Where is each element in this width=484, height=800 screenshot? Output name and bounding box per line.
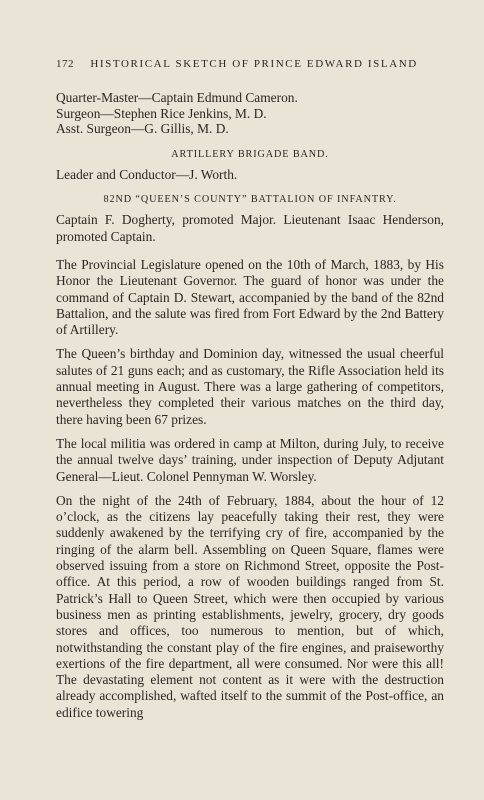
battalion-promotions: Captain F. Dogherty, promoted Major. Lieutenant Isaac Henderson, promoted Captain. — [56, 212, 444, 244]
battalion-heading: 82ND “QUEEN’S COUNTY” BATTALION OF INFANTRY. — [103, 194, 397, 206]
staff-line-quartermaster: Quarter-Master—Captain Edmund Cameron. — [56, 90, 298, 105]
paragraph-militia-camp: The local militia was ordered in camp at Milton, during July, to receive the annual twelve days’ training, under inspection of Deputy Adjutant General—Lieut. Colonel Pennyman W. Worsley. — [56, 435, 444, 484]
running-head — [56, 58, 444, 70]
paragraph-fire: On the night of the 24th of February, 1884, about the hour of 12 o’clock, as the citizens lay peacefully taking their rest, they were suddenly awakened by the terrifying cry of fire, accompanied by the ringing of the alarm bell. Assembling on Queen Square, flames were observed issuing from a store on Richmond Street, opposite the Post-office. At this period, a row of wooden buildings ranged from St. Patrick’s Hall to Queen Street, which were then occupied by various business men as printing establishments, jewelry, grocery, dry goods stores and offices, too numerous to mention, but of which, notwithstanding the constant play of the fire engines, and praiseworthy exertions of the fire department, all were consumed. Nor were this all! The devastating element not content as it were with the destruction already accomplished, wafted itself to the summit of the Post-office, an edifice towering — [56, 492, 444, 720]
running-title: HISTORICAL SKETCH OF PRINCE EDWARD ISLAND — [90, 58, 418, 70]
staff-list — [56, 90, 444, 137]
band-leader: Leader and Conductor—J. Worth. — [56, 166, 238, 182]
page-number: 172 — [56, 58, 74, 70]
paragraph-queens-birthday: The Queen’s birthday and Dominion day, witnessed the usual cheerful salutes of 21 guns each; and as customary, the Rifle Association held its annual meeting in August. There was a large gathering of competitors, nevertheless they completed their various matches on the third day, there having been 67 prizes. — [56, 346, 444, 427]
staff-line-surgeon: Surgeon—Stephen Rice Jenkins, M. D. — [56, 105, 267, 121]
staff-line-asst-surgeon: Asst. Surgeon—G. Gillis, M. D. — [56, 121, 229, 137]
band-heading: ARTILLERY BRIGADE BAND. — [171, 148, 329, 160]
paragraph-legislature: The Provincial Legislature opened on the 10th of March, 1883, by His Honor the Lieutenant Governor. The guard of honor was under the command of Captain D. Stewart, accompanied by the band of the 82nd Battalion, and the salute was fired from Fort Edward by the 2nd Battery of Artillery. — [56, 256, 444, 338]
